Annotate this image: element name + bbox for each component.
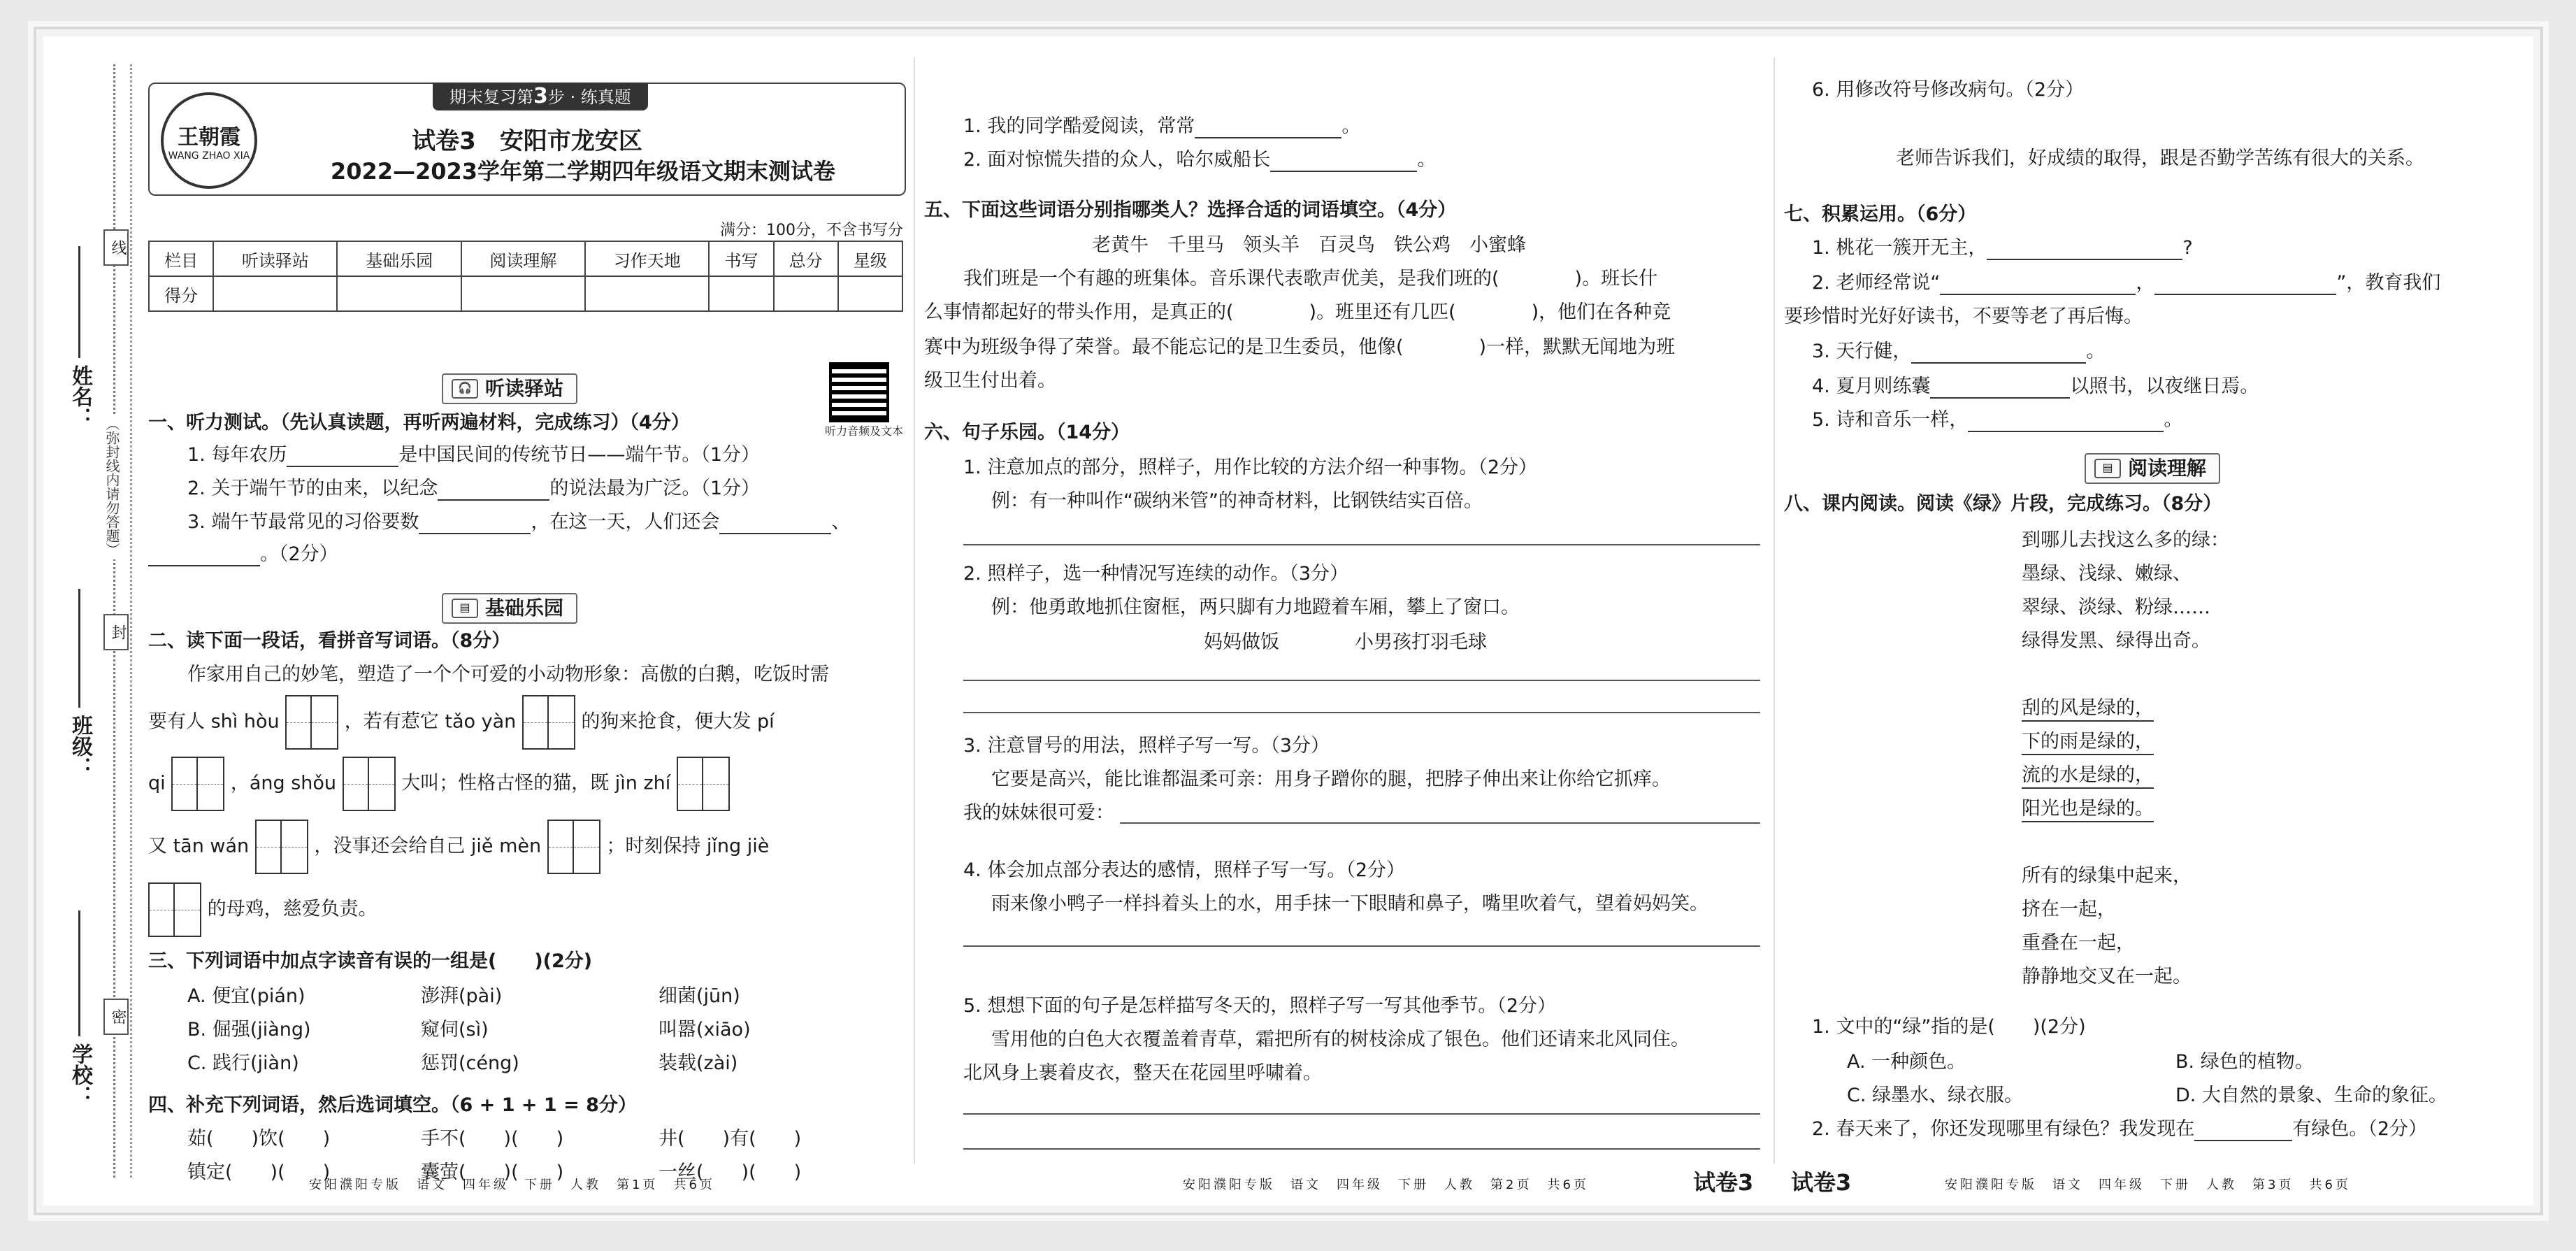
- exam-sheet: [43, 36, 2533, 1206]
- q4-idiom-item[interactable]: 囊萤( )( ): [421, 1161, 564, 1183]
- q6-5-answer-line-2[interactable]: [963, 1148, 1760, 1150]
- name-label: 姓名：: [68, 365, 92, 428]
- poem-line: 重叠在一起，: [2022, 932, 2135, 954]
- review-ribbon: 期末复习第3步 · 练真题: [433, 83, 648, 110]
- score-header-cell: 听读驿站: [213, 241, 337, 276]
- q4-idiom-item[interactable]: 手不( )( ): [421, 1128, 564, 1150]
- exam-subtitle: 2022—2023学年第二学期四年级语文期末测试卷: [330, 158, 836, 185]
- page-1: [148, 36, 903, 1206]
- pinyin-grid-taoyan[interactable]: [522, 695, 575, 750]
- page-divider-2: [1773, 57, 1775, 1164]
- q1-1: 1. 每年农历 是中国民间的传统节日——端午节。（1分）: [187, 444, 761, 466]
- q5-p4: 级卫生付出着。: [924, 370, 1056, 392]
- poem-line: 翠绿、淡绿、粉绿……: [2022, 596, 2210, 618]
- q8-1: 1. 文中的“绿”指的是( )(2分): [1812, 1016, 2086, 1038]
- q6-5-answer-line-1[interactable]: [963, 1113, 1760, 1115]
- q1-3-blank-b[interactable]: [719, 515, 831, 534]
- q7-4: 4. 夏月则练囊 以照书，以夜继日焉。: [1812, 376, 2259, 397]
- q6-6-sentence: 老师告诉我们，好成绩的取得，跟是否勤学苦练有很大的关系。: [1896, 148, 2424, 169]
- q5-word-bank: 老黄牛 千里马 领头羊 百灵鸟 铁公鸡 小蜜蜂: [1092, 234, 1526, 256]
- seal-mark-seal: 封: [103, 614, 129, 650]
- q7-1-blank[interactable]: [1987, 241, 2182, 260]
- q6-4-example: 雨来像小鸭子一样抖着头上的水，用手抹一下眼睛和鼻子，嘴里吹着气，望着妈妈笑。: [991, 893, 1708, 915]
- q1-2: 2. 关于端午节的由来，以纪念 的说法最为广泛。（1分）: [187, 478, 761, 499]
- name-field[interactable]: [78, 246, 80, 358]
- score-header-cell: 基础乐园: [337, 241, 461, 276]
- seal-mark-secret: 密: [103, 999, 129, 1035]
- q4-idiom-item[interactable]: 井( )有( ): [659, 1128, 802, 1150]
- question-2: 二、读下面一段话，看拼音写词语。（8分）: [148, 630, 511, 652]
- poem-line: 流的水是绿的，: [2022, 764, 2154, 789]
- q4-a1-blank[interactable]: [1195, 119, 1341, 138]
- q3-option-item: A. 便宜(pián): [187, 985, 305, 1007]
- q7-2-blank-a[interactable]: [1940, 276, 2136, 295]
- seal-line-inner: [130, 64, 132, 1178]
- q6-2-example: 例：他勇敢地抓住窗框，两只脚有力地蹬着车厢，攀上了窗口。: [991, 596, 1520, 618]
- poem-line: 墨绿、浅绿、嫩绿、: [2022, 563, 2192, 585]
- q8-1-option-a[interactable]: A. 一种颜色。: [1847, 1051, 1966, 1073]
- poem-line: 静静地交叉在一起。: [2022, 966, 2192, 987]
- exam-title: 试卷3 安阳市龙安区: [412, 127, 642, 155]
- pinyin-grid-jingjie[interactable]: [148, 882, 201, 937]
- score-cell[interactable]: [709, 276, 773, 311]
- question-3: 三、下列词语中加点字读音有误的一组是( )(2分): [148, 950, 593, 972]
- q6-2-answer-line-2[interactable]: [963, 712, 1760, 713]
- class-label: 班级：: [68, 715, 92, 778]
- pinyin-grid-jiemen[interactable]: [547, 820, 600, 874]
- page-3-footer: 安阳濮阳专版 语文 四年级 下册 人教 第3页 共6页: [1945, 1178, 2351, 1192]
- class-field[interactable]: [78, 589, 80, 708]
- q7-3: 3. 天行健， 。: [1812, 341, 2106, 362]
- page-divider-1: [914, 57, 915, 1164]
- q8-1-option-c[interactable]: C. 绿墨水、绿衣服。: [1847, 1085, 2024, 1106]
- school-field[interactable]: [78, 910, 80, 1036]
- q1-3-blank-a[interactable]: [419, 515, 531, 534]
- headphone-icon: 🎧: [452, 379, 478, 399]
- q6-3-answer-line[interactable]: [1120, 822, 1760, 824]
- poem-line: 下的雨是绿的，: [2022, 730, 2154, 755]
- paper-tag-3: 试卷3: [1791, 1169, 1852, 1196]
- q3-option-item: 细菌(jūn): [659, 985, 740, 1007]
- q7-4-blank[interactable]: [1930, 379, 2070, 399]
- pinyin-grid-piqi[interactable]: [171, 757, 224, 811]
- q7-1: 1. 桃花一簇开无主， ?: [1812, 237, 2193, 259]
- poem-line: 绿得发黑、绿得出奇。: [2022, 630, 2210, 652]
- poem-line: 挤在一起，: [2022, 899, 2116, 920]
- binding-margin: [43, 36, 141, 1206]
- q4-idiom-item[interactable]: 茹( )饮( ): [187, 1128, 331, 1150]
- q6-5-example-1: 雪用他的白色大衣覆盖着青草，霜把所有的树枝涂成了银色。他们还请来北风同住。: [991, 1029, 1690, 1050]
- section-basic: ▤ 基础乐园: [442, 593, 577, 624]
- book-icon: ▤: [2094, 459, 2121, 478]
- question-8: 八、课内阅读。阅读《绿》片段，完成练习。（8分）: [1784, 493, 2222, 515]
- q6-2-options: 妈妈做饭 小男孩打羽毛球: [1204, 631, 1487, 653]
- q4-idiom-item[interactable]: 一丝( )( ): [659, 1161, 802, 1183]
- page-2-footer: 安阳濮阳专版 语文 四年级 下册 人教 第2页 共6页: [1183, 1178, 1589, 1192]
- score-cell[interactable]: [774, 276, 838, 311]
- q1-3-blank-c[interactable]: [148, 547, 260, 566]
- poem-line: 刮的风是绿的，: [2022, 696, 2154, 722]
- page-1-footer: 安阳濮阳专版 语文 四年级 下册 人教 第1页 共6页: [309, 1178, 715, 1192]
- score-header-cell: 星级: [838, 241, 902, 276]
- score-header-cell: 书写: [709, 241, 773, 276]
- q4-a1: 1. 我的同学酷爱阅读，常常 。: [963, 115, 1361, 137]
- q3-option-item: B. 倔强(jiàng): [187, 1019, 311, 1041]
- q5-p2: 么事情都起好的带头作用，是真正的( )。班里还有几匹( )，他们在各种竞: [924, 301, 1671, 323]
- q3-option-item: 惩罚(céng): [421, 1052, 519, 1074]
- q7-2-cont: 要珍惜时光好好读书，不要等老了再后悔。: [1784, 306, 2143, 327]
- question-5: 五、下面这些词语分别指哪类人？选择合适的词语填空。（4分）: [924, 199, 1457, 221]
- q8-1-option-b[interactable]: B. 绿色的植物。: [2175, 1051, 2314, 1073]
- score-cell[interactable]: [461, 276, 585, 311]
- q1-2-blank[interactable]: [438, 481, 549, 501]
- score-cell[interactable]: [337, 276, 461, 311]
- q2-line2: qi ，áng shǒu 大叫；性格古怪的猫，既 jìn zhí: [148, 757, 730, 811]
- q6-1-answer-line[interactable]: [963, 544, 1760, 545]
- q3-option-item: 装载(zài): [659, 1052, 738, 1074]
- q4-idiom-item[interactable]: 镇定( )( ): [187, 1161, 331, 1183]
- q1-1-blank[interactable]: [287, 448, 398, 467]
- qr-caption: 听力音频及文本: [824, 424, 903, 438]
- section-listening: 🎧 听读驿站: [442, 373, 577, 404]
- book-icon: ▤: [452, 599, 478, 618]
- q2-line3: 又 tān wán ，没事还会给自己 jiě mèn ；时刻保持 jǐng jiè: [148, 820, 769, 874]
- q4-a2-blank[interactable]: [1270, 152, 1417, 172]
- qr-code[interactable]: [829, 362, 889, 422]
- q2-line4: 的母鸡，慈爱负责。: [148, 882, 377, 937]
- section-reading: ▤ 阅读理解: [2085, 453, 2220, 484]
- seal-note: （弥封线内请勿答题）: [102, 414, 122, 559]
- q3-option-item: 窥伺(sì): [421, 1019, 489, 1041]
- q5-p1: 我们班是一个有趣的班集体。音乐课代表歌声优美，是我们班的( )。班长什: [963, 268, 1658, 289]
- pinyin-grid-shihou[interactable]: [285, 695, 338, 750]
- question-1: 一、听力测试。（先认真读题，再听两遍材料，完成练习）（4分）: [148, 412, 690, 434]
- q6-1: 1. 注意加点的部分，照样子，用作比较的方法介绍一种事物。（2分）: [963, 457, 1538, 478]
- score-header-cell: 阅读理解: [461, 241, 585, 276]
- q3-option-item: 叫嚣(xiāo): [659, 1019, 751, 1041]
- page-3: [1784, 36, 2511, 1206]
- q8-2: 2. 春天来了，你还发现哪里有绿色？我发现在 有绿色。（2分）: [1812, 1118, 2428, 1140]
- q6-2: 2. 照样子，选一种情况写连续的动作。（3分）: [963, 563, 1349, 585]
- poem-line: 阳光也是绿的。: [2022, 797, 2154, 822]
- q7-5-blank[interactable]: [1968, 413, 2164, 432]
- q3-option-item: 澎湃(pài): [421, 985, 503, 1007]
- q6-2-answer-line-1[interactable]: [963, 680, 1760, 681]
- q6-5-example-2: 北风身上裹着皮衣，整天在花园里呼啸着。: [963, 1062, 1322, 1084]
- q6-5: 5. 想想下面的句子是怎样描写冬天的，照样子写一写其他季节。（2分）: [963, 995, 1557, 1017]
- page-2: [924, 36, 1763, 1206]
- seal-mark-line: 线: [103, 229, 129, 266]
- brand-logo: 王朝霞 WANG ZHAO XIA: [161, 92, 257, 189]
- q6-3-example: 它要是高兴，能比谁都温柔可亲：用身子蹭你的腿，把脖子伸出来让你给它抓痒。: [991, 769, 1671, 790]
- q6-4: 4. 体会加点部分表达的感情，照样子写一写。（2分）: [963, 859, 1406, 881]
- exam-header: [148, 83, 906, 196]
- q6-1-example: 例：有一种叫作“碳纳米管”的神奇材料，比钢铁结实百倍。: [991, 490, 1483, 512]
- score-row-label: 得分: [149, 276, 213, 311]
- q7-2: 2. 老师经常说“ ， ”，教育我们: [1812, 272, 2441, 294]
- q3-option-item: C. 践行(jiàn): [187, 1052, 299, 1074]
- score-header-cell: 总分: [774, 241, 838, 276]
- score-header-cell: 栏目: [149, 241, 213, 276]
- paper-tag-2: 试卷3: [1693, 1169, 1754, 1196]
- question-6: 六、句子乐园。（14分）: [924, 422, 1130, 443]
- score-cell[interactable]: [585, 276, 709, 311]
- q2-passage: 作家用自己的妙笔，塑造了一个个可爱的小动物形象：高傲的白鹅，吃饭时需: [187, 664, 829, 685]
- q1-3-cont: 。（2分）: [148, 543, 338, 566]
- full-score-note: 满分：100分，不含书写分: [720, 222, 903, 239]
- q7-2-blank-b[interactable]: [2154, 276, 2336, 295]
- q6-4-answer-line[interactable]: [963, 945, 1760, 947]
- pinyin-grid-tanwan[interactable]: [255, 820, 308, 874]
- school-label: 学校：: [68, 1043, 92, 1106]
- score-cell[interactable]: [213, 276, 337, 311]
- q1-3: 3. 端午节最常见的习俗要数 ，在这一天，人们还会 、: [187, 511, 851, 533]
- q6-3-prompt: 我的妹妹很可爱：: [963, 802, 1114, 824]
- pinyin-grid-angshou[interactable]: [343, 757, 396, 811]
- poem-line: 到哪儿去找这么多的绿：: [2022, 529, 2229, 551]
- poem-line: 所有的绿集中起来，: [2022, 865, 2192, 887]
- q6-6: 6. 用修改符号修改病句。（2分）: [1812, 79, 2085, 101]
- question-7: 七、积累运用。（6分）: [1784, 203, 1977, 225]
- score-table: [148, 241, 903, 312]
- q4-a2: 2. 面对惊慌失措的众人，哈尔威船长 。: [963, 149, 1437, 171]
- score-header-cell: 习作天地: [585, 241, 709, 276]
- q2-line1: 要有人 shì hòu ，若有惹它 tǎo yàn 的狗来抢食，便大发 pí: [148, 695, 775, 750]
- q8-2-blank[interactable]: [2194, 1122, 2292, 1141]
- pinyin-grid-jinzhi[interactable]: [677, 757, 730, 811]
- score-cell[interactable]: [838, 276, 902, 311]
- q5-p3: 赛中为班级争得了荣誉。最不能忘记的是卫生委员，他像( )一样，默默无闻地为班: [924, 336, 1676, 358]
- q6-3: 3. 注意冒号的用法，照样子写一写。（3分）: [963, 735, 1330, 757]
- q7-5: 5. 诗和音乐一样， 。: [1812, 409, 2183, 431]
- q7-3-blank[interactable]: [1911, 344, 2086, 364]
- q8-1-option-d[interactable]: D. 大自然的景象、生命的象征。: [2175, 1085, 2447, 1106]
- question-4: 四、补充下列词语，然后选词填空。（6 + 1 + 1 = 8分）: [148, 1094, 637, 1116]
